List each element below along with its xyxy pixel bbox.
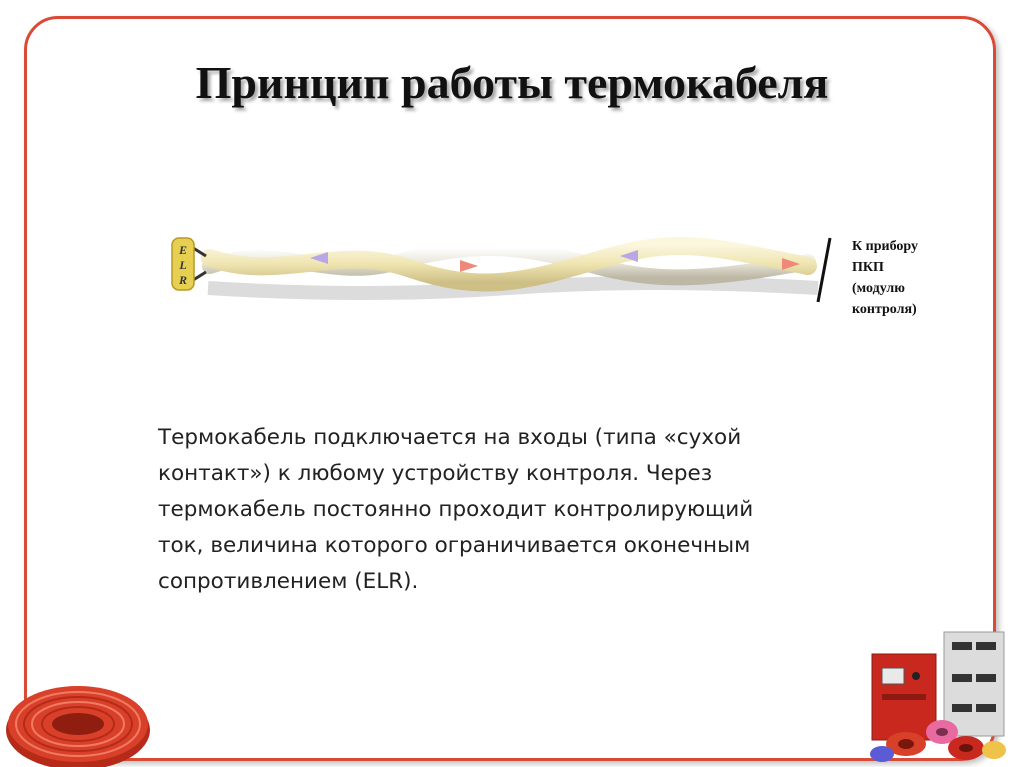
elr-letter: L xyxy=(179,258,187,272)
slide-frame xyxy=(24,16,996,761)
cable-destination-label xyxy=(852,236,918,320)
description-line: ток, величина которого ограничивается оконечным xyxy=(158,533,751,558)
description-line: Термокабель подключается на входы (типа «сухой xyxy=(158,425,742,450)
slide-title: Принцип работы термокабеля xyxy=(195,57,829,108)
description-line: сопротивлением (ELR). xyxy=(158,569,419,594)
control-devices-image xyxy=(860,628,1010,764)
description-text xyxy=(158,420,878,600)
arrow-right-icon xyxy=(460,260,478,272)
elr-resistor xyxy=(172,238,194,290)
label-line: ПКП xyxy=(852,260,884,275)
description-line: термокабель постоянно проходит контролирующий xyxy=(158,497,754,522)
elr-letter: E xyxy=(178,243,188,257)
elr-letter: R xyxy=(178,273,188,287)
label-line: К прибору xyxy=(852,239,918,254)
cable-coil-image xyxy=(0,668,160,767)
label-line: (модулю xyxy=(852,281,905,296)
description-line: контакт») к любому устройству контроля. Через xyxy=(158,461,713,486)
cable-end-mark xyxy=(818,238,830,302)
thermocable-diagram xyxy=(168,232,848,312)
label-line: контроля) xyxy=(852,302,917,317)
